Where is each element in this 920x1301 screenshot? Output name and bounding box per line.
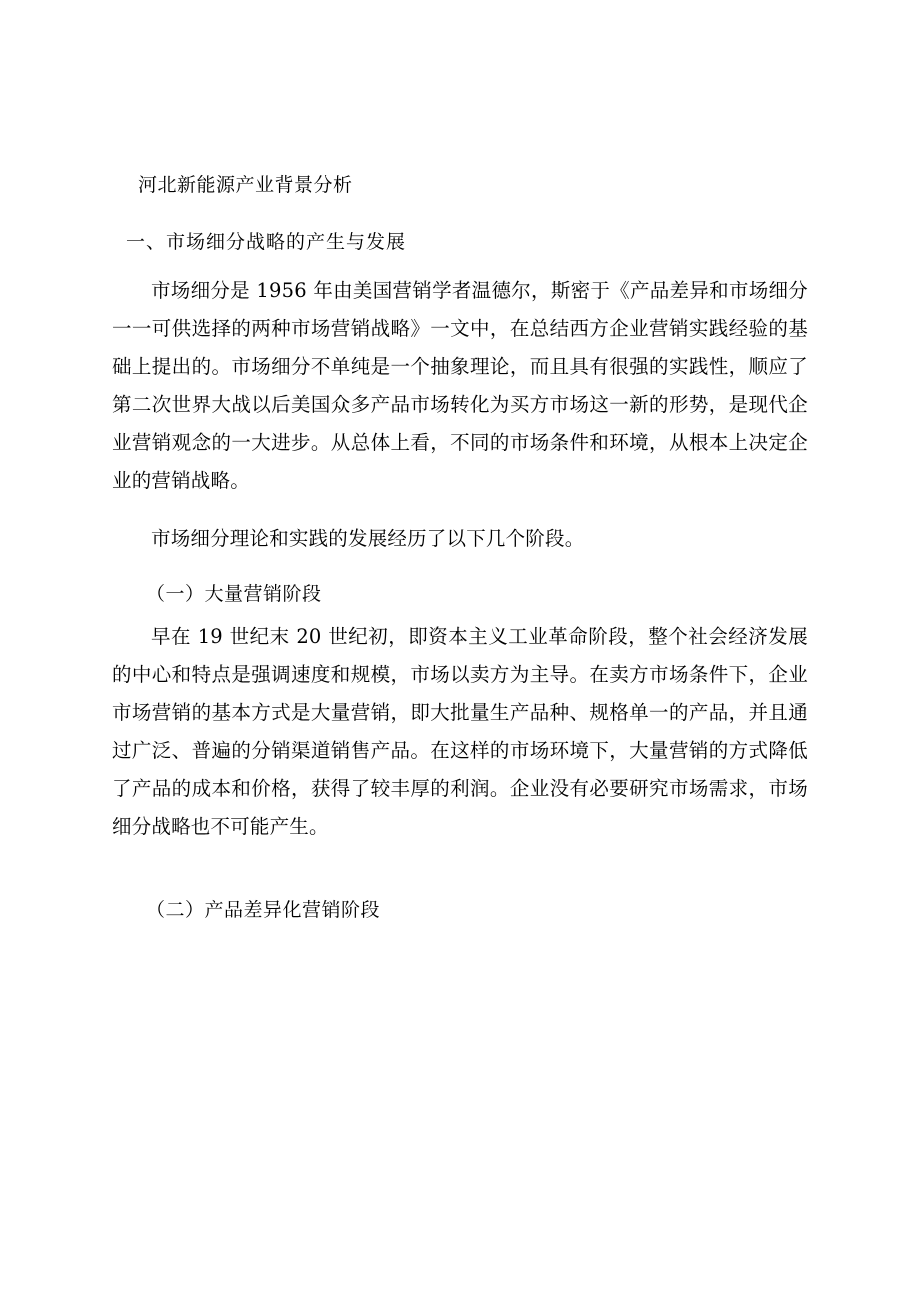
section-heading-1: 一、市场细分战略的产生与发展 [126,231,407,254]
section-heading-product-differentiation: （二）产品差异化营销阶段 [146,898,381,921]
paragraph-market-segmentation-origin: 市场细分是 1956 年由美国营销学者温德尔，斯密于《产品差异和市场细分一一可供选择的两种市场营销战略》一文中，在总结西方企业营销实践经验的基础上提出的。市场细分不单纯是一个抽象理论，而且具有很强的实践性，顺应了第二次世界大战以后美国众多产品市场转化为买方市场这一新的形势，是现代企业营销观念的一大进步。从总体上看，不同的市场条件和环境，从根本上决定企业的营销战略。 [112,278,808,492]
section-spacer [112,854,808,874]
paragraph-spacer [112,508,808,520]
section-heading-mass-marketing: （一）大量营销阶段 [146,582,322,605]
paragraph-mass-marketing-stage: 早在 19 世纪末 20 世纪初，即资本主义工业革命阶段，整个社会经济发展的中心和特点是强调速度和规模，市场以卖方为主导。在卖方市场条件下，企业市场营销的基本方式是大量营销，即大批量生产品种、规格单一的产品，并且通过广泛、普遍的分销渠道销售产品。在这样的市场环境下，大量营销的方式降低了产品的成本和价格，获得了较丰厚的利润。企业没有必要研究市场需求，市场细分战略也不可能产生。 [112,624,808,838]
page-title: 河北新能源产业背景分析 [138,174,353,196]
paragraph-development-stages-intro: 市场细分理论和实践的发展经历了以下几个阶段。 [151,526,585,550]
